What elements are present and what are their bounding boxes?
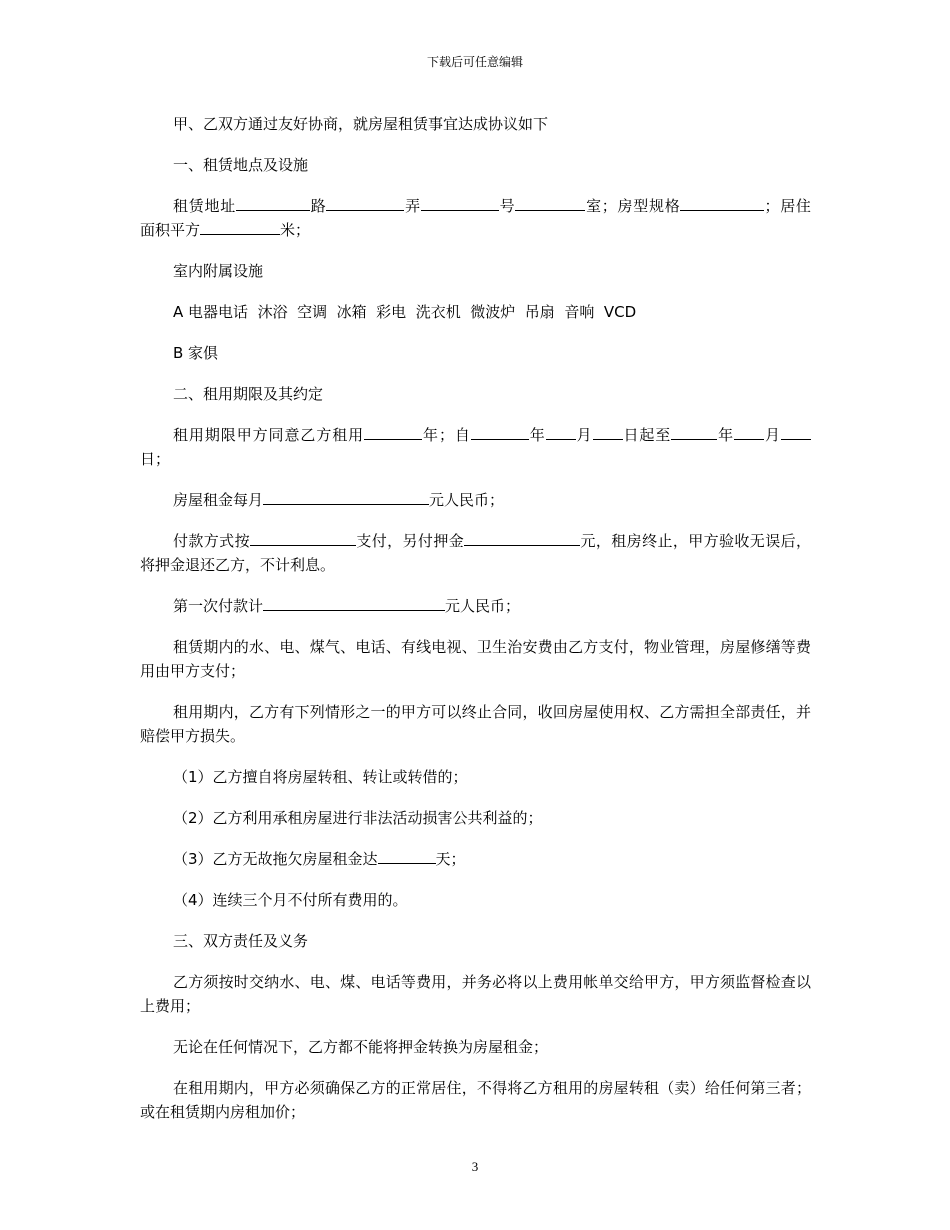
payment-paragraph <box>140 529 811 577</box>
appliances-list: A 电器电话 沐浴 空调 冰箱 彩电 洗衣机 微波炉 吊扇 音响 VCD <box>173 303 637 321</box>
term-from-label: 年；自 <box>422 426 471 444</box>
rent-blank <box>263 488 429 505</box>
area-label: ；居住面积平方 <box>140 197 811 239</box>
address-label: 租赁地址 <box>173 197 236 215</box>
document-body <box>140 112 811 1141</box>
payment-method-blank <box>250 529 356 546</box>
start-year-blank <box>471 423 529 440</box>
room-type-blank <box>680 194 764 211</box>
clause-item-4: （4）连续三个月不付所有费用的。 <box>173 891 408 909</box>
duty-paragraph-2: 无论在任何情况下，乙方都不能将押金转换为房屋租金； <box>173 1038 549 1056</box>
start-month-blank <box>546 423 576 440</box>
end-day-label: 日； <box>140 450 171 468</box>
duty-paragraph-1: 乙方须按时交纳水、电、煤、电话等费用，并务必将以上费用帐单交给甲方，甲方须监督检查以上费用； <box>140 973 811 1015</box>
first-payment-blank <box>263 594 445 611</box>
room-blank <box>515 194 585 211</box>
lane-blank <box>326 194 404 211</box>
deposit-terms: 元，租房终止，甲方验收无误后，将押金退还乙方，不计利息。 <box>140 532 811 574</box>
intro-paragraph: 甲、乙双方通过友好协商，就房屋租赁事宜达成协议如下 <box>173 115 549 133</box>
arrears-days-blank <box>378 847 436 864</box>
facilities-title: 室内附属设施 <box>173 262 264 280</box>
term-paragraph <box>140 423 811 471</box>
first-payment-paragraph <box>140 594 811 618</box>
term-years-blank <box>364 423 422 440</box>
road-label: 路 <box>309 197 327 215</box>
start-month-label: 月 <box>575 426 593 444</box>
area-unit: 米； <box>280 221 311 239</box>
first-payment-label: 第一次付款计 <box>173 597 264 615</box>
end-month-blank <box>734 423 764 440</box>
duty-paragraph-3: 在租用期内，甲方必须确保乙方的正常居住，不得将乙方租用的房屋转租（卖）给任何第三者；或在租赁期内房租加价； <box>140 1079 811 1121</box>
clause-item-2: （2）乙方利用承租房屋进行非法活动损害公共利益的； <box>173 809 543 827</box>
deposit-label: 支付，另付押金 <box>355 532 465 550</box>
number-blank <box>421 194 499 211</box>
rent-label: 房屋租金每月 <box>173 491 264 509</box>
first-payment-unit: 元人民币； <box>445 597 521 615</box>
start-day-label: 日起至 <box>622 426 672 444</box>
start-day-blank <box>593 423 623 440</box>
page-number: 3 <box>471 1159 479 1174</box>
page-header: 下载后可任意编辑 <box>426 55 523 69</box>
termination-paragraph: 租用期内，乙方有下列情形之一的甲方可以终止合同，收回房屋使用权、乙方需担全部责任，并赔偿甲方损失。 <box>140 703 811 745</box>
clause-item-1: （1）乙方擅自将房屋转租、转让或转借的； <box>173 768 468 786</box>
end-month-label: 月 <box>764 426 781 444</box>
fees-paragraph: 租赁期内的水、电、煤气、电话、有线电视、卫生治安费由乙方支付，物业管理，房屋修缮等费用由甲方支付； <box>140 638 811 680</box>
section3-title: 三、双方责任及义务 <box>173 932 309 950</box>
rent-unit: 元人民币； <box>429 491 505 509</box>
rent-paragraph <box>140 488 811 512</box>
deposit-blank <box>464 529 580 546</box>
lane-label: 弄 <box>404 197 421 215</box>
end-year-blank <box>671 423 717 440</box>
clause-item-3-text: （3）乙方无故拖欠房屋租金达 <box>173 850 378 868</box>
address-paragraph <box>140 194 811 242</box>
number-label: 号 <box>498 197 516 215</box>
end-day-blank <box>781 423 811 440</box>
section1-title: 一、租赁地点及设施 <box>173 156 309 174</box>
room-type-label: 室；房型规格 <box>585 197 681 215</box>
furniture-item: B 家俱 <box>173 344 219 362</box>
road-blank <box>236 194 310 211</box>
arrears-days-unit: 天； <box>435 850 466 868</box>
payment-label: 付款方式按 <box>173 532 250 550</box>
end-year-label: 年 <box>717 426 735 444</box>
clause-item-3 <box>140 847 811 871</box>
term-text: 租用期限甲方同意乙方租用 <box>173 426 365 444</box>
area-blank <box>200 218 280 235</box>
section2-title: 二、租用期限及其约定 <box>173 385 324 403</box>
start-year-label: 年 <box>528 426 546 444</box>
